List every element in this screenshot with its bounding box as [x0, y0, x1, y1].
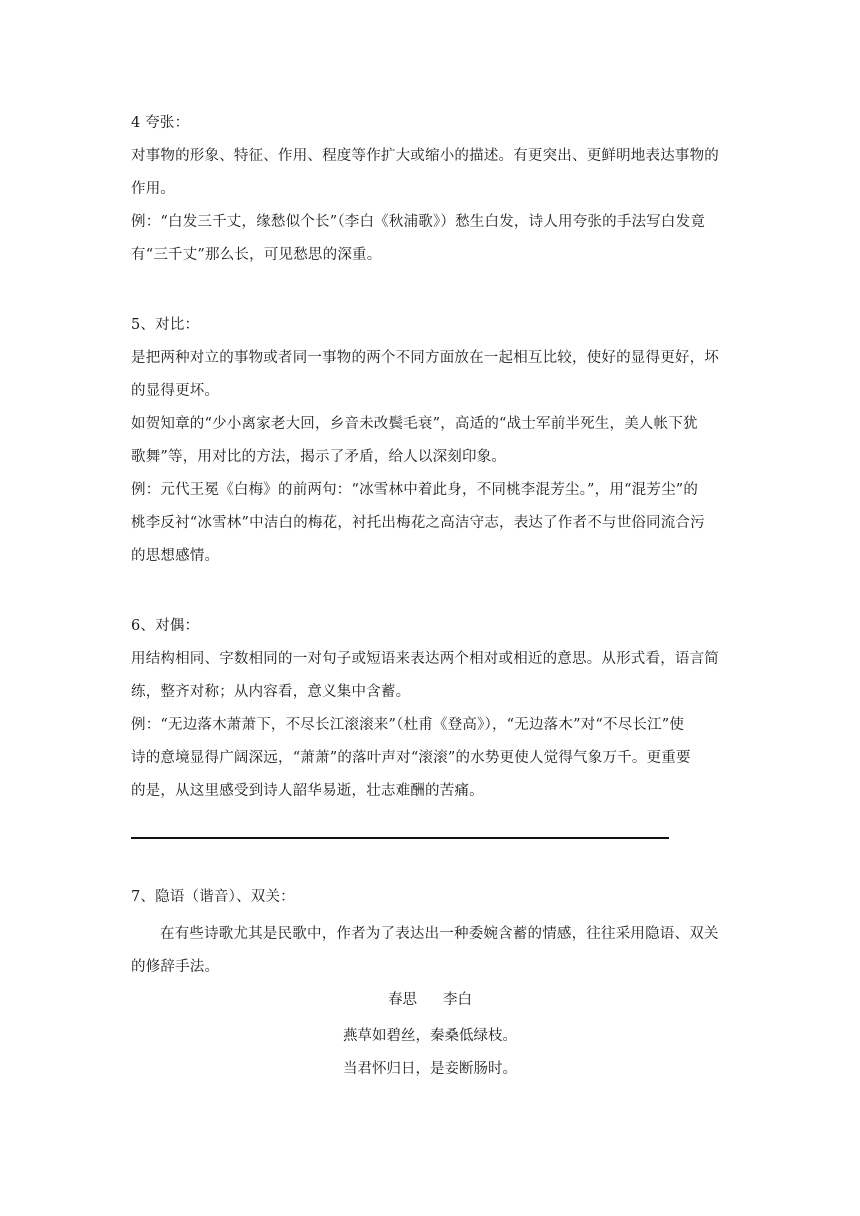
section-5-example-b-line-3: 的思想感情。 — [131, 548, 220, 564]
section-4-definition-line-1: 对事物的形象、特征、作用、程度等作扩大或缩小的描述。有更突出、更鲜明地表达事物的 — [131, 148, 719, 164]
section-5-example-b-line-1: 例：元代王冕《白梅》的前两句：“冰雪林中着此身，不同桃李混芳尘。”，用“混芳尘”的 — [131, 482, 699, 498]
section-6-heading: 6、对偶： — [131, 618, 200, 634]
section-5-definition-line-2: 的显得更坏。 — [131, 383, 220, 399]
poem-author: 李白 — [443, 992, 472, 1008]
section-5-example-a-line-2: 歌舞”等，用对比的方法，揭示了矛盾，给人以深刻印象。 — [131, 449, 507, 465]
section-5-heading: 5、对比： — [131, 317, 200, 333]
section-4-example-line-1: 例：“白发三千丈，缘愁似个长”（李白《秋浦歌》）愁生白发，诗人用夸张的手法写白发竟 — [131, 214, 706, 230]
section-7-definition-line-1: 在有些诗歌尤其是民歌中，作者为了表达出一种委婉含蓄的情感，往往采用隐语、双关 — [160, 926, 719, 942]
section-4-example-line-2: 有“三千丈”那么长，可见愁思的深重。 — [131, 247, 382, 263]
poem-heading — [131, 990, 729, 1010]
section-5-example-a-line-1: 如贺知章的“少小离家老大回，乡音未改鬓毛衰”，高适的“战士军前半死生，美人帐下犹 — [131, 416, 698, 432]
section-4-heading: 4 夸张： — [131, 115, 190, 131]
section-5-definition-line-1: 是把两种对立的事物或者同一事物的两个不同方面放在一起相互比较，使好的显得更好，坏 — [131, 350, 719, 366]
poem-line-1: 燕草如碧丝，秦桑低绿枝。 — [343, 1028, 517, 1044]
section-7-heading: 7、隐语（谐音）、双关： — [131, 889, 295, 905]
section-6-example-line-3: 的是，从这里感受到诗人韶华易逝，壮志难酬的苦痛。 — [131, 783, 484, 799]
section-6-example-line-1: 例：“无边落木萧萧下，不尽长江滚滚来”（杜甫《登高》），“无边落木”对“不尽长江”使 — [131, 717, 685, 733]
section-6-definition-line-2: 练，整齐对称；从内容看，意义集中含蓄。 — [131, 684, 411, 700]
section-6-example-line-2: 诗的意境显得广阔深远，“萧萧”的落叶声对“滚滚”的水势更使人觉得气象万千。更重要 — [131, 750, 691, 766]
horizontal-divider — [131, 837, 669, 839]
section-6-definition-line-1: 用结构相同、字数相同的一对句子或短语来表达两个相对或相近的意思。从形式看，语言简 — [131, 651, 719, 667]
section-4-definition-line-2: 作用。 — [131, 181, 176, 197]
poem-title: 春思 — [388, 992, 417, 1008]
poem-line-2: 当君怀归日，是妾断肠时。 — [343, 1061, 517, 1077]
section-7-definition-line-2: 的修辞手法。 — [131, 959, 220, 975]
section-5-example-b-line-2: 桃李反衬“冰雪林”中洁白的梅花，衬托出梅花之高洁守志，表达了作者不与世俗同流合污 — [131, 515, 705, 531]
